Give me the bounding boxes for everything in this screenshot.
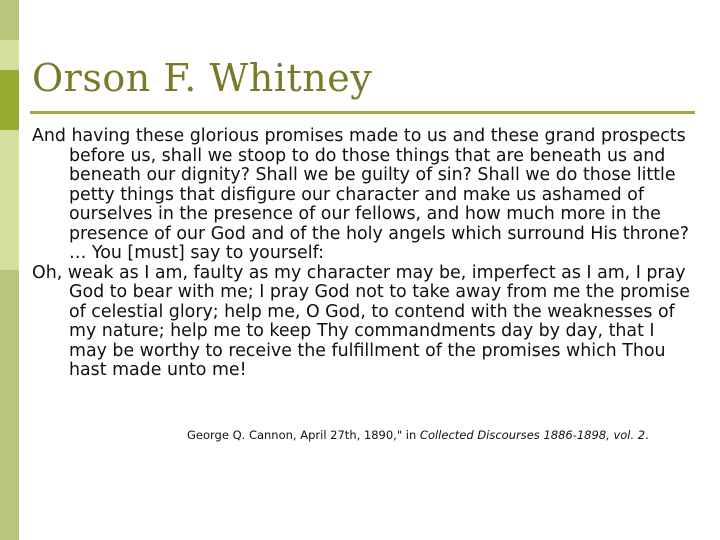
slide-title: Orson F. Whitney [32,56,373,100]
quote-body [32,127,692,381]
quote-paragraph: Oh, weak as I am, faulty as my character may be, imperfect as I am, I pray God to bear with me; I pray God not to take away from me the promise of celestial glory; help me, O God, to contend with the weaknesses of my nature; help me to keep Thy commandments day by day, that I may be worthy to receive the fulfillment of the promises which Thou hast made unto me! [32,262,690,380]
side-bar-block [0,70,19,130]
citation-source: Collected Discourses 1886-1898, vol. 2 [419,428,646,442]
citation [187,428,702,442]
title-divider [30,111,695,114]
quote-paragraph: And having these glorious promises made to us and these grand prospects before us, shall we stoop to do those things that are beneath us and beneath our dignity? Shall we be guilty of sin? Shall we do those little petty things that disfigure our character and make us ashamed of ourselves in the presence of our fellows, and how much more in the presence of our God and of the holy angels which surround His throne? … You [must] say to yourself: [32,126,689,263]
citation-prefix: George Q. Cannon, April 27th, 1890," in [187,428,420,442]
citation-suffix: . [645,428,649,442]
decorative-side-bar [0,0,19,540]
